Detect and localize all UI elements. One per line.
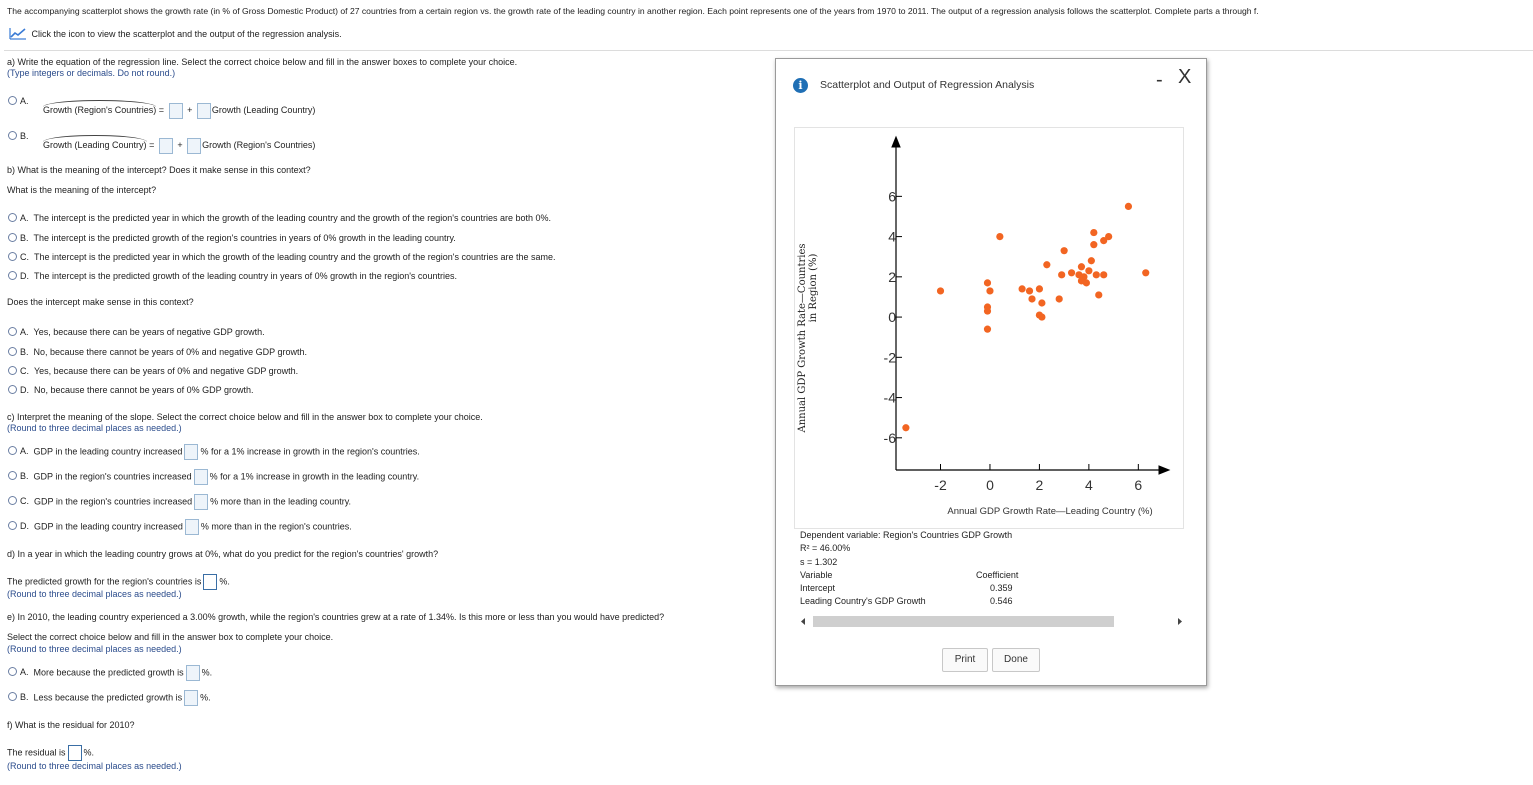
scatter-point (1078, 277, 1085, 284)
scatter-point (1095, 291, 1102, 298)
chart-icon[interactable] (9, 27, 27, 40)
problem-intro: The accompanying scatterplot shows the growth rate (in % of Gross Domestic Product) of 27 countries from a certain region vs. the growth rate of the leading country in another region. Each point represents one of the years from 1970 to 2011. The output of a regression analysis follows the scatterplot. Complete parts a through f. (7, 6, 1259, 16)
intercept-input-a[interactable] (169, 103, 183, 119)
part-e-instruction: Select the correct choice below and fill in the answer box to complete your choice. (7, 632, 334, 642)
radio-button[interactable] (8, 96, 17, 105)
regression-col-coefficient: Coefficient (976, 570, 1019, 580)
predicted-lhs: Growth (Leading Country) (43, 136, 147, 150)
print-button[interactable]: Print (942, 648, 988, 672)
regression-row-slope-variable: Leading Country's GDP Growth (800, 596, 926, 606)
part-b-prompt: b) What is the meaning of the intercept? Does it make sense in this context? (7, 165, 311, 175)
scatter-point (1056, 295, 1063, 302)
part-c-option-b[interactable]: B. GDP in the region's countries increased % for a 1% increase in growth in the leading country. (8, 469, 419, 485)
radio-button[interactable] (8, 271, 17, 280)
scatter-point (986, 287, 993, 294)
slope-input-a[interactable] (197, 103, 211, 119)
part-f-prompt: f) What is the residual for 2010? (7, 720, 135, 730)
x-axis-label: Annual GDP Growth Rate—Leading Country (%) (947, 506, 1153, 517)
equals-sign: = (149, 140, 155, 150)
regression-col-variable: Variable (800, 570, 833, 580)
regression-r2: R² = 46.00% (800, 543, 851, 553)
minimize-button[interactable]: - (1156, 69, 1163, 91)
scatter-point (1105, 233, 1112, 240)
predicted-growth-input[interactable] (203, 574, 217, 590)
part-e-prompt: e) In 2010, the leading country experienced a 3.00% growth, while the region's countries grew at a rate of 1.34%. Is this more or less than you would have predicted? (7, 612, 665, 622)
dialog-title: Scatterplot and Output of Regression Analysis (820, 79, 1035, 91)
x-tick-label: 6 (1134, 477, 1143, 493)
plus-sign: + (187, 105, 193, 115)
regression-row-intercept-coefficient: 0.359 (990, 583, 1013, 593)
scatter-point (1090, 241, 1097, 248)
divider (4, 50, 1533, 51)
radio-button[interactable] (8, 667, 17, 676)
part-b-q2-option-a[interactable]: A. Yes, because there can be years of negative GDP growth. (8, 327, 265, 337)
part-d-answer: The predicted growth for the region's countries is %. (7, 574, 230, 590)
part-e-hint: (Round to three decimal places as needed.) (7, 644, 182, 654)
scatter-point (1068, 269, 1075, 276)
scatter-point (1038, 313, 1045, 320)
radio-button[interactable] (8, 496, 17, 505)
done-button[interactable]: Done (992, 648, 1040, 672)
equals-sign: = (158, 105, 165, 115)
scatter-point (1142, 269, 1149, 276)
scatter-point (1019, 285, 1026, 292)
predicted-lhs: Growth (Region's Countries) (43, 101, 156, 115)
scatter-point (1078, 263, 1085, 270)
y-axis-label-line2: in Region (%) (808, 253, 819, 323)
slope-input-b[interactable] (187, 138, 201, 154)
chart-link[interactable] (9, 27, 342, 40)
radio-button[interactable] (8, 327, 17, 336)
intercept-input-b[interactable] (159, 138, 173, 154)
scroll-right-icon[interactable] (1176, 614, 1184, 628)
part-b-q2: Does the intercept make sense in this context? (7, 297, 194, 307)
part-f-answer: The residual is %. (7, 745, 94, 761)
y-tick-label: 0 (888, 309, 896, 326)
scatter-point (984, 279, 991, 286)
regression-s: s = 1.302 (800, 557, 838, 567)
scatterplot-frame (794, 127, 1184, 529)
scatter-point (1061, 247, 1068, 254)
radio-button[interactable] (8, 471, 17, 480)
plus-sign: + (177, 140, 183, 150)
part-a-hint: (Type integers or decimals. Do not round.) (7, 68, 176, 78)
slope-answer-input[interactable] (194, 494, 208, 510)
part-a-option-a[interactable]: A. (8, 96, 34, 106)
scatterplot-dialog (775, 58, 1207, 686)
slope-answer-input[interactable] (184, 444, 198, 460)
radio-button[interactable] (8, 446, 17, 455)
scatter-point (1093, 271, 1100, 278)
part-d-prompt: d) In a year in which the leading country grows at 0%, what do you predict for the region's countries' growth? (7, 549, 439, 559)
radio-button[interactable] (8, 692, 17, 701)
scatter-point (1088, 257, 1095, 264)
scatter-point (1058, 271, 1065, 278)
y-tick-label: -4 (883, 389, 896, 406)
predictor-label: Growth (Region's Countries) (202, 140, 316, 150)
part-b-q1-option-c[interactable]: C. The intercept is the predicted year in which the growth of the leading country and the growth of the region's countries are the same. (8, 252, 556, 262)
slope-answer-input[interactable] (185, 519, 199, 535)
y-tick-label: -2 (883, 349, 896, 366)
y-tick-label: 2 (888, 268, 896, 285)
close-button[interactable]: X (1178, 66, 1192, 88)
radio-button[interactable] (8, 366, 17, 375)
predictor-label: Growth (Leading Country) (211, 105, 316, 115)
part-b-q2-option-d[interactable]: D. No, because there cannot be years of 0% GDP growth. (8, 385, 253, 395)
radio-button[interactable] (8, 252, 17, 261)
scatter-point (1028, 295, 1035, 302)
regression-row-slope-coefficient: 0.546 (990, 596, 1013, 606)
scatter-point (984, 307, 991, 314)
scatter-point (1043, 261, 1050, 268)
x-tick-label: 2 (1035, 477, 1044, 493)
radio-button[interactable] (8, 385, 17, 394)
scatter-point (1100, 271, 1107, 278)
scatter-point (1090, 229, 1097, 236)
part-c-hint: (Round to three decimal places as needed.) (7, 423, 182, 433)
radio-button[interactable] (8, 233, 17, 242)
y-tick-label: -6 (883, 429, 896, 446)
x-tick-label: -2 (934, 477, 947, 493)
scatter-point (1026, 287, 1033, 294)
scatter-point (937, 287, 944, 294)
part-b-q2-option-b[interactable]: B. No, because there cannot be years of 0% and negative GDP growth. (8, 347, 307, 357)
scroll-thumb[interactable] (813, 616, 1114, 627)
scatter-point (996, 233, 1003, 240)
chart-link-text: Click the icon to view the scatterplot and the output of the regression analysis. (31, 29, 342, 39)
part-c-option-d[interactable]: D. GDP in the leading country increased % more than in the region's countries. (8, 519, 352, 535)
residual-input[interactable] (68, 745, 82, 761)
scatter-point (902, 424, 909, 431)
part-b-q1-option-a[interactable]: A. The intercept is the predicted year in which the growth of the leading country and the growth of the region's countries are both 0%. (8, 213, 551, 223)
part-d-hint: (Round to three decimal places as needed.) (7, 589, 182, 599)
slope-answer-input[interactable] (194, 469, 208, 485)
part-c-option-a[interactable]: A. GDP in the leading country increased % for a 1% increase in growth in the region's countries. (8, 444, 420, 460)
part-a-equation-a (43, 101, 315, 119)
part-a-option-b[interactable]: B. (8, 131, 34, 141)
scatter-point (1036, 285, 1043, 292)
horizontal-scrollbar[interactable] (796, 614, 1186, 628)
part-b-q1-option-b[interactable]: B. The intercept is the predicted growth of the region's countries in years of 0% growth in the leading country. (8, 233, 456, 243)
radio-button[interactable] (8, 347, 17, 356)
part-e-option-a[interactable]: A. More because the predicted growth is %. (8, 665, 212, 681)
regression-dependent: Dependent variable: Region's Countries GDP Growth (800, 530, 1013, 540)
x-tick-label: 0 (986, 477, 994, 493)
part-c-option-c[interactable]: C. GDP in the region's countries increased % more than in the leading country. (8, 494, 351, 510)
radio-button[interactable] (8, 521, 17, 530)
scatter-point (1085, 267, 1092, 274)
scroll-left-icon[interactable] (799, 614, 807, 628)
regression-row-intercept-variable: Intercept (800, 583, 836, 593)
predicted-2010-input[interactable] (184, 690, 198, 706)
scatterplot (795, 128, 1183, 528)
radio-button[interactable] (8, 213, 17, 222)
scatter-point (984, 326, 991, 333)
x-tick-label: 4 (1084, 477, 1093, 493)
part-a-equation-b (43, 136, 315, 154)
part-e-option-b[interactable]: B. Less because the predicted growth is %. (8, 690, 211, 706)
part-b-q1: What is the meaning of the intercept? (7, 185, 157, 195)
y-axis-label-line1: Annual GDP Growth Rate—Countries (797, 243, 808, 433)
scatter-point (1038, 299, 1045, 306)
info-icon: i (793, 78, 808, 93)
radio-button[interactable] (8, 131, 17, 140)
y-tick-label: 6 (888, 188, 896, 205)
part-b-q1-option-d[interactable]: D. The intercept is the predicted growth of the leading country in years of 0% growth in the region's countries. (8, 271, 457, 281)
part-b-q2-option-c[interactable]: C. Yes, because there can be years of 0% and negative GDP growth. (8, 366, 298, 376)
predicted-2010-input[interactable] (186, 665, 200, 681)
y-tick-label: 4 (888, 228, 896, 245)
part-c-prompt: c) Interpret the meaning of the slope. Select the correct choice below and fill in the answer box to complete your choice. (7, 412, 483, 422)
part-f-hint: (Round to three decimal places as needed.) (7, 761, 182, 771)
part-a-prompt: a) Write the equation of the regression line. Select the correct choice below and fill in the answer boxes to complete your choice. (7, 57, 518, 67)
scatter-point (1125, 203, 1132, 210)
